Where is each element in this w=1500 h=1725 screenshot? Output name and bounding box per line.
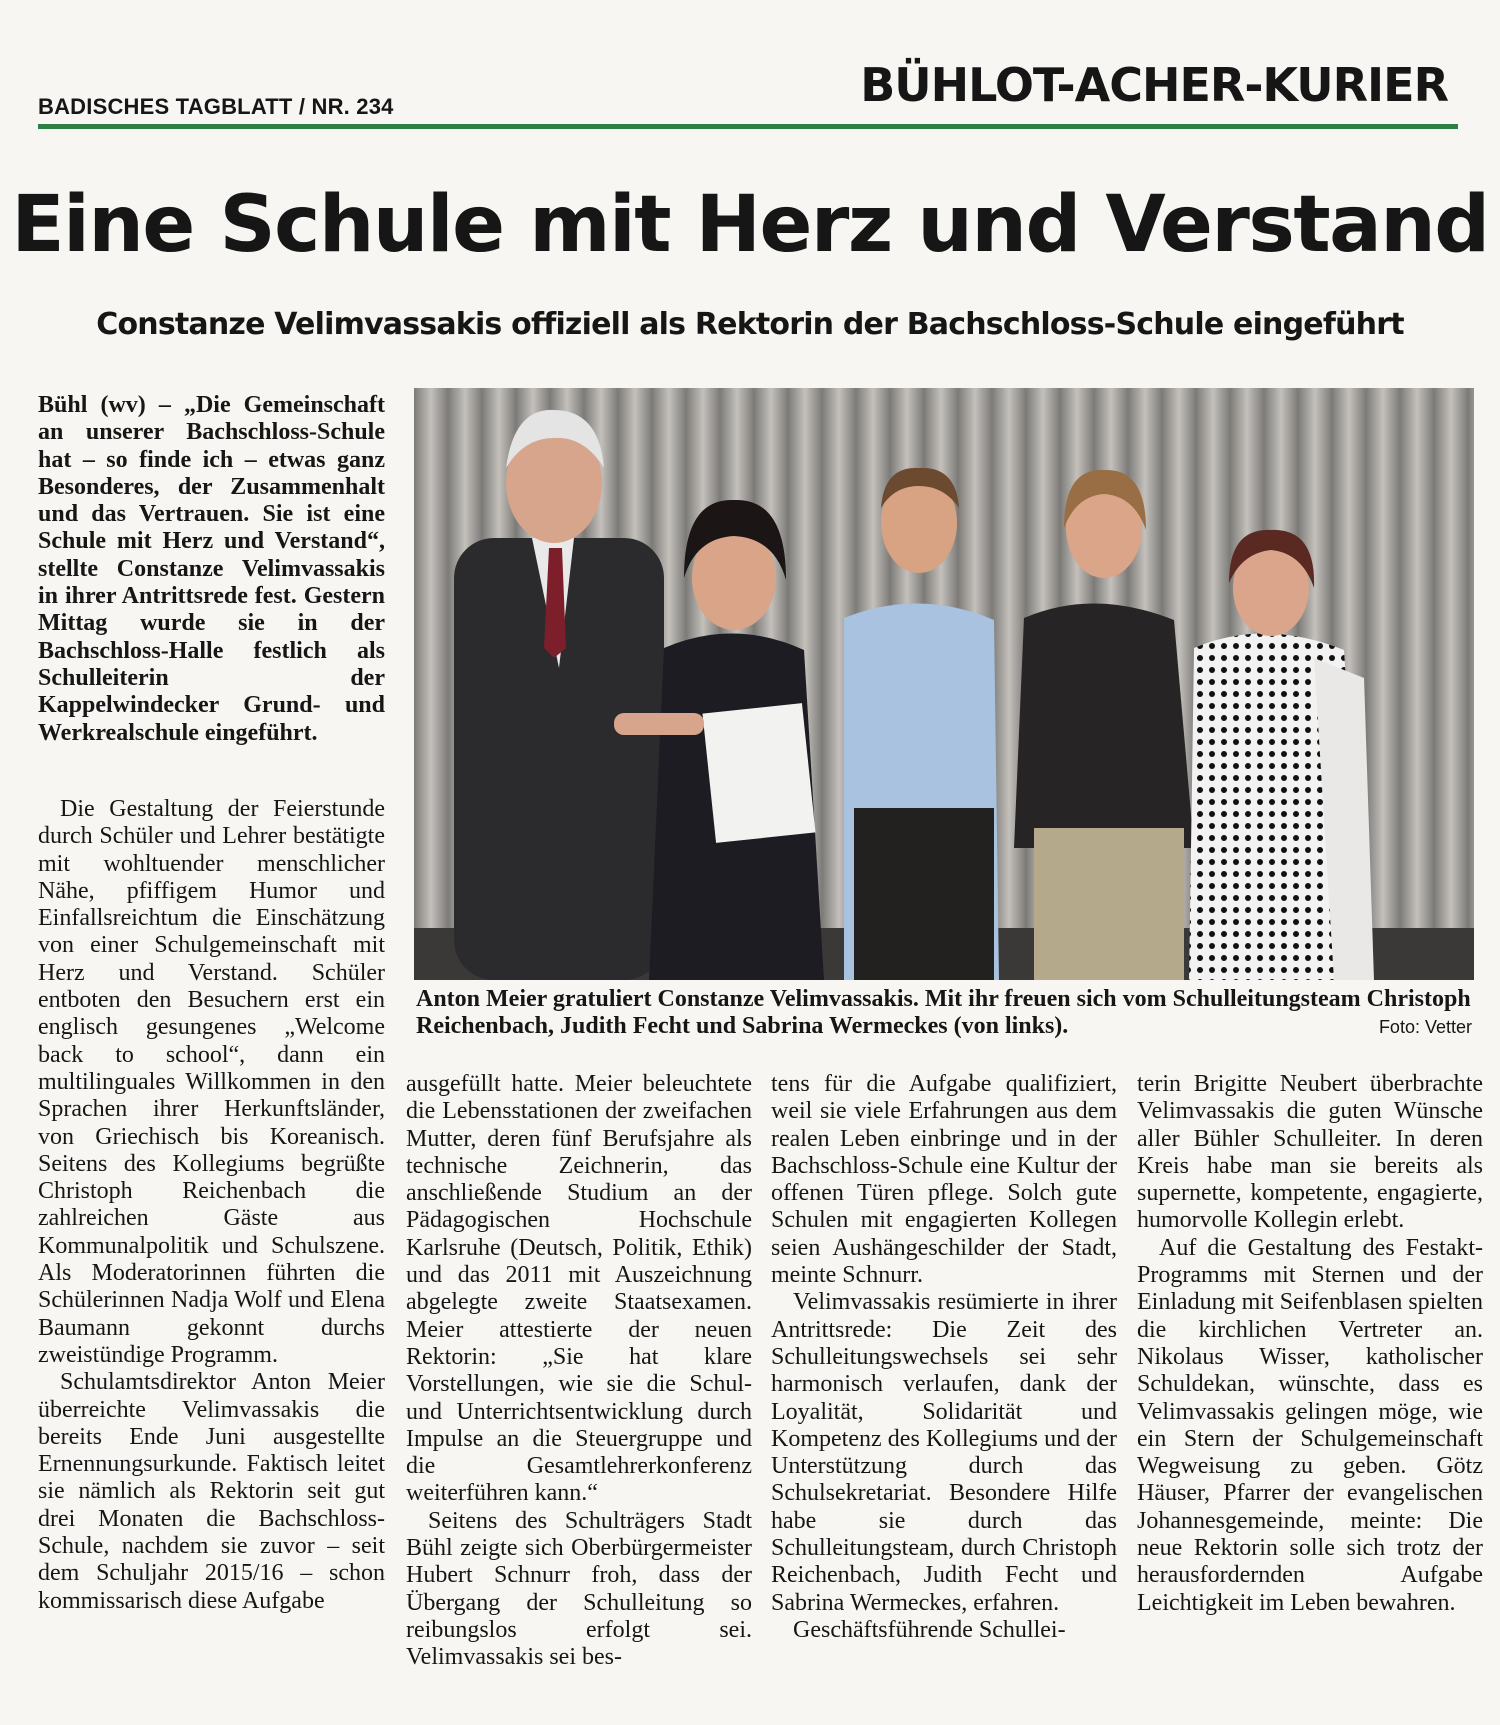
masthead-rule: [38, 124, 1458, 129]
photo-credit: Foto: Vetter: [1378, 1017, 1472, 1037]
caption-text: Anton Meier gratuliert Constanze Velimvassakis. Mit ihr freuen sich vom Schulleitungsteam Christoph Reichenbach, Judith Fecht und Sabrina Wermeckes (von links).: [416, 986, 1471, 1040]
article-lead: Bühl (wv) – „Die Gemeinschaft an unserer Bachschloss-Schule hat – so finde ich – etwas ganz Besonderes, der Zusammenhalt und das Vertrauen. Sie ist eine Schule mit Herz und Verstand“, stellte Constanze Velimvassakis in ihrer Antrittsrede fest. Gestern Mittag wurde sie in der Bachschloss-Halle festlich als Schulleiterin der Kappelwindecker Grund- und Werkrealschule eingeführt.: [38, 392, 385, 746]
text-column-2: [406, 1071, 752, 1672]
text-column-3: [771, 1071, 1117, 1644]
paragraph: Seitens des Schulträgers Stadt Bühl zeigte sich Oberbürgermeister Hubert Schnurr froh, dass der Übergang der Schulleitung so reibungslos erfolgt sei. Velimvassakis sei bes-: [406, 1507, 752, 1671]
text-column-1: [38, 796, 385, 1615]
paragraph: Auf die Gestaltung des Festakt-Programms mit Sternen und der Einladung mit Seifenblasen spielten die kirchlichen Vertreter an. Nikolaus Wisser, katholischer Schuldekan, wünschte, dass es Velimvassakis gelingen möge, wie ein Stern der Schulgemeinschaft Wegweisung zu geben. Götz Häuser, Pfarrer der evangelischen Johannesgemeinde, meinte: Die neue Rektorin solle sich trotz der herausfordernden Aufgabe Leichtigkeit im Leben bewahren.: [1137, 1234, 1483, 1616]
lead-column: [38, 392, 385, 774]
article-headline: Eine Schule mit Herz und Verstand: [11, 180, 1489, 270]
article-subhead: Constanze Velimvassakis offiziell als Rektorin der Bachschloss-Schule eingeführt: [96, 307, 1404, 342]
masthead: [38, 58, 1458, 130]
newspaper-name: BADISCHES TAGBLATT / NR. 234: [38, 94, 394, 119]
section-title: BÜHLOT-ACHER-KURIER: [860, 58, 1448, 112]
paragraph: terin Brigitte Neubert überbrachte Velimvassakis die guten Wünsche aller Bühler Schulleiter. In deren Kreis habe man sie bereits als supernette, kompetente, engagierte, humorvolle Kollegin erlebt.: [1137, 1071, 1483, 1234]
paragraph: ausgefüllt hatte. Meier beleuchtete die Lebensstationen der zweifachen Mutter, deren fünf Berufsjahre als technische Zeichnerin, das anschließende Studium an der Pädagogischen Hochschule Karlsruhe (Deutsch, Politik, Ethik) und das 2011 mit Auszeichnung abgelegte zweite Staatsexamen. Meier attestierte der neuen Rektorin: „Sie hat klare Vorstellungen, wie sie die Schul- und Unterrichtsentwicklung durch Impulse an die Steuergruppe und die Gesamtlehrerkonferenz weiterführen kann.“: [406, 1071, 752, 1507]
paragraph: Geschäftsführende Schullei-: [793, 1616, 1066, 1643]
photo-caption: [416, 986, 1474, 1041]
photo-illustration: [414, 388, 1474, 980]
paragraph: Die Gestaltung der Feierstunde durch Schüler und Lehrer bestätigte mit wohltuender menschlicher Nähe, pfiffigem Humor und Einfallsreichtum die Einschätzung von einer Schulgemeinschaft mit Herz und Verstand. Schüler entboten den Besuchern erst ein englisch gesungenes „Welcome back to school“, dann ein multilinguales Willkommen in den Sprachen ihrer Herkunftsländer, von Griechisch bis Koreanisch. Seitens des Kollegiums begrüßte Christoph Reichenbach die zahlreichen Gäste aus Kommunalpolitik und Schulszene. Als Moderatorinnen führten die Schülerinnen Nadja Wolf und Elena Baumann gekonnt durchs zweistündige Programm.: [38, 796, 385, 1368]
paragraph: Velimvassakis resümierte in ihrer Antrittsrede: Die Zeit des Schulleitungswechsels sei sehr harmonisch verlaufen, dank der Loyalität, Solidarität und Kompetenz des Kollegiums und der Unterstützung durch das Schulsekretariat. Besondere Hilfe habe sie durch das Schulleitungsteam, durch Christoph Reichenbach, Judith Fecht und Sabrina Wermeckes, erfahren.: [771, 1289, 1117, 1616]
paragraph: tens für die Aufgabe qualifiziert, weil sie viele Erfahrungen aus dem realen Leben einbringe und in der Bachschloss-Schule eine Kultur der offenen Türen pflege. Solch gute Schulen mit engagierten Kollegen seien Aushängeschilder der Stadt, meinte Schnurr.: [771, 1071, 1117, 1289]
text-column-4: [1137, 1071, 1483, 1617]
paragraph: Schulamtsdirektor Anton Meier überreichte Velimvassakis die bereits Ende Juni ausgestellte Ernennungsurkunde. Faktisch leitet sie nämlich als Rektorin seit gut drei Monaten die Bachschloss-Schule, nachdem sie zuvor – seit dem Schuljahr 2015/16 – schon kommissarisch diese Aufgabe: [38, 1369, 385, 1614]
article-photo: [414, 388, 1474, 980]
